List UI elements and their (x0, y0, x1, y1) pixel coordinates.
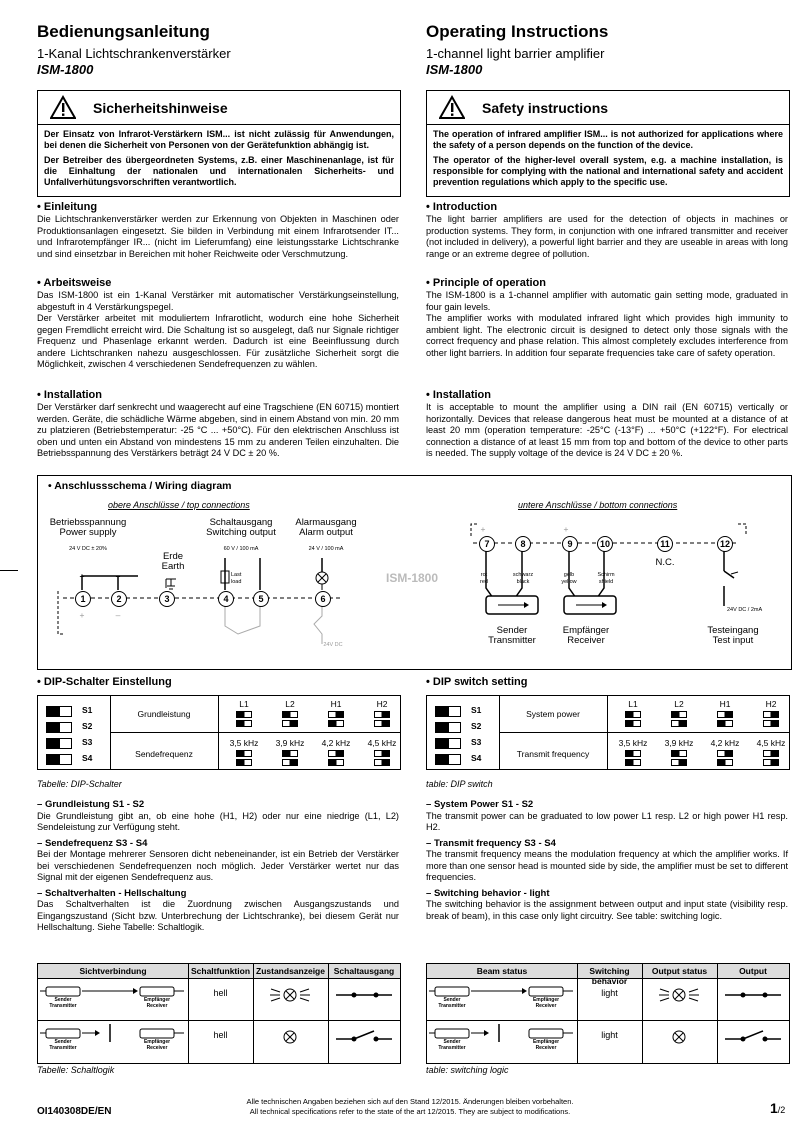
safety-p1-en: The operation of infrared amplifier ISM... is not authorized for applications where the safety of a person depends on the function of the device. (433, 129, 783, 150)
logic-header-cell: Zustandsanzeige (256, 966, 325, 976)
logic-function-value: light (601, 1030, 618, 1040)
dip-switch-icon (46, 722, 72, 733)
logic-header-cell: Switching behavior (589, 966, 630, 986)
wiring-diagram (37, 475, 792, 670)
logic-receiver-label: Empfänger (143, 1039, 171, 1045)
sender-de: Sender (496, 625, 528, 636)
nc-label: N.C. (655, 557, 675, 568)
behavior-title-en: – Switching behavior - light (426, 888, 788, 900)
wire-gelb: gelb (563, 572, 575, 578)
minus-sign: – (115, 571, 121, 581)
plus-sign-bottom: + (79, 610, 85, 620)
safety-title-de: Sicherheitshinweise (93, 100, 228, 116)
dip-table-de (37, 695, 401, 770)
logic-sender-label-en: Transmitter (49, 1045, 77, 1051)
dip-col-freq: 4,5 kHz (367, 738, 397, 748)
wire-red (474, 572, 494, 585)
wire-shield-en: shield (598, 578, 614, 585)
dip-setting-icon (282, 750, 298, 757)
sender-label (482, 626, 542, 646)
dip-col-gain: H1 (330, 699, 342, 709)
intro-title-en: • Introduction (426, 201, 788, 214)
terminal-12: 12 (717, 536, 733, 552)
dip-setting-icon (328, 759, 344, 766)
dip-setting-icon (763, 750, 779, 757)
logic-receiver-label-en: Receiver (535, 1045, 557, 1051)
logic-function-value: hell (213, 988, 228, 998)
logic-header-cell: Output status (651, 966, 708, 976)
safety-p2-en: The operator of the higher-level overall system, e.g. a machine installation, is responsible for complying with the national and international safety and accident prevention regulations which apply to the specific use. (433, 155, 783, 187)
test-en: Test input (712, 635, 754, 646)
logic-function-value: light (601, 988, 618, 998)
logic-header-cell: Schaltfunktion (190, 966, 251, 976)
bottom-connections-caption: untere Anschlüsse / bottom connections (518, 500, 678, 510)
dip-col-gain: L1 (628, 699, 638, 709)
wire-shield (592, 572, 620, 585)
test-de: Testeingang (707, 625, 759, 636)
principle-title-de: • Arbeitsweise (37, 277, 399, 290)
earth-label-en: Earth (161, 561, 185, 572)
dip-switch-label: S1 (82, 705, 93, 715)
principle-p2-de: Der Verstärker arbeitet mit moduliertem Infrarotlicht, wodurch eine hohe Sicherheit gegen Fremdlicht erreicht wird. Die Schaltung ist so ausgelegt, daß nur Signale richtiger Frequenz und Phasenlage erkannt werden. Dadurch ist eine Beeinflussung durch andere Lichtschranken nahezu ausgeschlossen. Für zusätzliche Sicherheit sorgt die Möglichkeit, zwischen 4 verschiedenen Sendefrequenzen zu wählen. (37, 313, 399, 369)
header-en (426, 22, 788, 77)
logic-sender-label: Sender (54, 997, 72, 1003)
dip-setting-icon (625, 711, 641, 718)
dip-setting-icon (625, 759, 641, 766)
dip-setting-icon (717, 750, 733, 757)
divider (427, 1020, 789, 1021)
logic-header-cell: Sichtverbindung (79, 966, 147, 976)
freq-text-en: The transmit frequency means the modulation frequency at which the amplifier works. If more than one sensor head is mounted side by side, the amplifier must be set to different frequencies. (426, 849, 788, 882)
lamp-off-icon (253, 1025, 328, 1049)
alarm-label-de: Alarmausgang (295, 517, 357, 528)
gain-title-en: – System Power S1 - S2 (426, 799, 788, 811)
test-spec: 24V DC / 2mA (727, 607, 763, 613)
dip-switch-icon (46, 706, 72, 717)
dip-setting-icon (374, 750, 390, 757)
installation-en (426, 389, 788, 460)
divider (188, 964, 189, 1063)
switch-label-de: Schaltausgang (209, 517, 273, 528)
dip-switch-label: S2 (82, 721, 93, 731)
terminal-6: 6 (315, 591, 331, 607)
dip-setting-icon (236, 750, 252, 757)
wire-black (508, 572, 538, 585)
logic-function-value: hell (213, 1030, 228, 1040)
test-label (698, 626, 768, 646)
installation-title-de: • Installation (37, 389, 399, 402)
dip-setting-icon (374, 711, 390, 718)
minus-sign-bottom: – (115, 610, 121, 620)
terminal-8: 8 (515, 536, 531, 552)
gain-text-de: Die Grundleistung gibt an, ob eine hohe (H1, H2) oder nur eine niedrige (L1, L2) Sendeleistung zur Verfügung steht. (37, 810, 399, 832)
installation-title-en: • Installation (426, 389, 788, 402)
page-number (770, 1100, 785, 1116)
receiver-label (551, 626, 621, 646)
receiver-en: Receiver (567, 635, 605, 646)
wire-yellow (558, 572, 580, 585)
logic-receiver-label: Empfänger (532, 997, 560, 1003)
model-en: ISM-1800 (426, 62, 483, 77)
device-brand: ISM-1800 (386, 571, 439, 585)
gain-title-de: – Grundleistung S1 - S2 (37, 799, 399, 811)
divider (499, 732, 789, 733)
power-label-en: Power supply (59, 527, 117, 538)
switch-closed-icon (717, 983, 789, 1007)
dip-col-freq: 4,5 kHz (756, 738, 786, 748)
logic-sender-label: Sender (54, 1039, 72, 1045)
title-de: Bedienungsanleitung (37, 22, 210, 41)
power-label (43, 518, 133, 538)
dip-setting-icon (282, 759, 298, 766)
lamp-on-icon (253, 983, 328, 1007)
terminal-2: 2 (111, 591, 127, 607)
dip-setting-icon (671, 750, 687, 757)
lamp-on-icon (642, 983, 717, 1007)
switch-spec: 60 V / 100 mA (223, 546, 259, 552)
behavior-text-en: The switching behavior is the assignment between output and input state (visibility resp. break of beam), in this case only light circuitry. See table: switching logic. (426, 899, 788, 921)
dip-switch-icon (435, 738, 461, 749)
dip-col-gain: L2 (674, 699, 684, 709)
dip-setting-icon (671, 759, 687, 766)
dip-setting-icon (625, 720, 641, 727)
dip-table-en (426, 695, 790, 770)
dip-setting-icon (328, 720, 344, 727)
dip-col-gain: L1 (239, 699, 249, 709)
title-en: Operating Instructions (426, 22, 609, 41)
header-de (37, 22, 399, 77)
dip-setting-icon (374, 720, 390, 727)
safety-p1-de: Der Einsatz von Infrarot-Verstärkern ISM... ist nicht zulässig für Anwendungen, bei denen die Sicherheit von Personen von der Gerätefunktion abhängig ist. (44, 129, 394, 150)
dip-caption-en: table: DIP switch (426, 779, 493, 789)
intro-de (37, 201, 399, 260)
wire-rot: rot (480, 572, 488, 578)
load-label: Last load (231, 572, 242, 585)
dip-switch-icon (46, 738, 72, 749)
terminal-5: 5 (253, 591, 269, 607)
terminal-4: 4 (218, 591, 234, 607)
receiver-de: Empfänger (562, 625, 610, 636)
dip-setting-icon (236, 759, 252, 766)
dip-switch-label: S4 (471, 753, 482, 763)
logic-sender-label: Sender (443, 997, 461, 1003)
earth-label (148, 552, 198, 572)
principle-de (37, 277, 399, 371)
wire-schirm: Schirm (597, 572, 615, 578)
dip-setting-icon (717, 711, 733, 718)
earth-label-de: Erde (162, 551, 184, 562)
installation-de (37, 389, 399, 460)
lamp-off-icon (642, 1025, 717, 1049)
logic-sender-label-en: Transmitter (438, 1045, 466, 1051)
terminal-1: 1 (75, 591, 91, 607)
dip-col-gain: L2 (285, 699, 295, 709)
logic-receiver-label: Empfänger (532, 1039, 560, 1045)
dip-col-gain: H2 (765, 699, 777, 709)
v24-label: 24V DC (323, 642, 343, 648)
dip-col-gain: H2 (376, 699, 388, 709)
dip-col-freq: 4,2 kHz (321, 738, 351, 748)
gain-text-en: The transmit power can be graduated to low power L1 resp. L2 or high power H1 resp. H2. (426, 810, 788, 832)
page-total: /2 (777, 1105, 786, 1115)
footer-note-en: All technical specifications refer to the state of the art 12/2015. They are subject to modifications. (249, 1107, 571, 1116)
dip-setting-icon (328, 711, 344, 718)
terminal-3: 3 (159, 591, 175, 607)
dip-setting-icon (328, 750, 344, 757)
dip-setting-icon (625, 750, 641, 757)
power-spec: 24 V DC ± 20% (69, 546, 107, 552)
principle-title-en: • Principle of operation (426, 277, 788, 290)
alarm-label-en: Alarm output (299, 527, 353, 538)
dip-setting-icon (671, 711, 687, 718)
switch-label (196, 518, 286, 538)
divider (577, 964, 578, 1063)
logic-header-cell: Output (739, 966, 767, 976)
logic-sender-label-en: Transmitter (49, 1003, 77, 1009)
logic-sender-label: Sender (443, 1039, 461, 1045)
dip-col-freq: 4,2 kHz (710, 738, 740, 748)
dip-col-freq: 3,9 kHz (275, 738, 305, 748)
dip-caption-de: Tabelle: DIP-Schalter (37, 779, 122, 789)
terminal-7: 7 (479, 536, 495, 552)
safety-box-de (37, 90, 401, 197)
dip-setting-icon (717, 759, 733, 766)
dip-switch-label: S3 (471, 737, 482, 747)
plus-9: + (563, 524, 569, 534)
dip-row-freq: Transmit frequency (516, 749, 590, 759)
dip-switch-label: S4 (82, 753, 93, 763)
subtitle-en: 1-channel light barrier amplifier (426, 46, 605, 61)
freq-title-de: – Sendefrequenz S3 - S4 (37, 838, 399, 850)
dip-title-de: • DIP-Schalter Einstellung (37, 676, 172, 688)
principle-p2-en: The amplifier works with modulated infrared light which provides high immunity to ambient light. The electronic circuit is designed to detect only those signals with the correct frequency and phase relation. This almost completely excludes interference from other light barriers. In addition four separate frequencies take care of safety operation. (426, 313, 788, 358)
dip-setting-icon (282, 720, 298, 727)
freq-text-de: Bei der Montage mehrerer Sensoren dicht nebeneinander, ist ein Betrieb der Verstärker bei verschiedenen Sendefrequenzen noch möglich. Jeder Verstärker wertet nur das Signal mit der eigenen Sendefrequenz aus. (37, 849, 399, 882)
dip-col-freq: 3,5 kHz (229, 738, 259, 748)
dip-col-freq: 3,9 kHz (664, 738, 694, 748)
dip-setting-icon (763, 711, 779, 718)
freq-title-en: – Transmit frequency S3 - S4 (426, 838, 788, 850)
switch-open-icon (328, 1025, 400, 1049)
logic-caption-en: table: switching logic (426, 1065, 509, 1075)
installation-text-en: It is acceptable to mount the amplifier using a DIN rail (EN 60715) vertically or horizontally. Devices that release dangerous heat must be mounted at a distance of at least 20 mm (operation temperature: -25°C (-13°F) ... +50°C (+122°F). For electrical connection a distance of at least 15 mm from top and bottom of the device to other parts is needed. The supply voltage of the device is 24 V DC ± 20 %. (426, 402, 788, 458)
dip-row-freq: Sendefrequenz (135, 749, 193, 759)
intro-title-de: • Einleitung (37, 201, 399, 214)
principle-p1-de: Das ISM-1800 ist ein 1-Kanal Verstärker mit automatischer Verstärkungseinstellung, abgestuft in 4 Verstärkungspegel. (37, 290, 399, 312)
wire-red-en: red (480, 578, 488, 585)
subtitle-de: 1-Kanal Lichtschrankenverstärker (37, 46, 231, 61)
model-de: ISM-1800 (37, 62, 94, 77)
logic-receiver-label-en: Receiver (146, 1003, 168, 1009)
switch-label-en: Switching output (206, 527, 276, 538)
safety-box-en (426, 90, 790, 197)
switch-open-icon (717, 1025, 789, 1049)
page-current: 1 (770, 1100, 778, 1116)
terminal-9: 9 (562, 536, 578, 552)
margin-tick (0, 570, 18, 571)
dip-switch-icon (435, 754, 461, 765)
logic-receiver-label-en: Receiver (535, 1003, 557, 1009)
footer-note-de: Alle technischen Angaben beziehen sich auf den Stand 12/2015. Änderungen bleiben vorbehalten. (246, 1097, 574, 1106)
footer-note (190, 1097, 630, 1117)
dip-col-freq: 3,5 kHz (618, 738, 648, 748)
divider (110, 732, 400, 733)
wire-schwarz: schwarz (512, 572, 534, 578)
logic-table-de (37, 963, 401, 1064)
logic-table-en (426, 963, 790, 1064)
dip-switch-icon (435, 722, 461, 733)
sender-en: Transmitter (488, 635, 536, 646)
terminal-10: 10 (597, 536, 613, 552)
dip-setting-icon (717, 720, 733, 727)
dip-setting-icon (282, 711, 298, 718)
document-code: OI140308DE/EN (37, 1106, 112, 1117)
principle-en (426, 277, 788, 359)
dip-setting-icon (763, 720, 779, 727)
dip-switch-icon (46, 754, 72, 765)
alarm-spec: 24 V / 100 mA (308, 546, 344, 552)
plus-sign: + (79, 571, 85, 581)
dip-row-gain: System power (526, 709, 580, 719)
intro-en (426, 201, 788, 260)
behavior-text-de: Das Schaltverhalten ist die Zuordnung zwischen Ausgangszustands und Eingangszustand (Sicht bzw. Unterbrechung der Lichtschranke), bei diesem Gerät nur Hellschaltung. Siehe Tabelle: Schaltlogik. (37, 899, 399, 932)
dip-col-gain: H1 (719, 699, 731, 709)
dip-title-en: • DIP switch setting (426, 676, 527, 688)
logic-header-cell: Schaltausgang (333, 966, 395, 976)
switch-closed-icon (328, 983, 400, 1007)
dip-switch-label: S2 (471, 721, 482, 731)
intro-text-de: Die Lichtschrankenverstärker werden zur Erkennung von Objekten in Maschinen oder Produktionsanlagen eingesetzt. Sie bilden in Verbindung mit einem Infrarotsender IT... und Infrarotempfänger IR... (nicht im Lieferumfang) eine leistungsstarke Lichtschranke und sind einsetzbar in Bereichen mit hoher Reichweite oder Verschmutzung. (37, 214, 399, 259)
dip-switch-label: S1 (471, 705, 482, 715)
logic-caption-de: Tabelle: Schaltlogik (37, 1065, 115, 1075)
wire-black-en: black (516, 578, 530, 585)
logic-receiver-label: Empfänger (143, 997, 171, 1003)
dip-switch-label: S3 (82, 737, 93, 747)
top-connections-caption: obere Anschlüsse / top connections (108, 500, 250, 510)
dip-text-de (37, 799, 399, 938)
wire-yellow-en: yellow (561, 578, 577, 585)
safety-p2-de: Der Betreiber des übergeordneten Systems, z.B. einer Maschinenanlage, ist für die Einhaltung der nationalen und internationalen Sicherheits- und Unfallverhütungsvorschriften verantwortlich. (44, 155, 394, 187)
dip-setting-icon (236, 720, 252, 727)
safety-title-en: Safety instructions (482, 100, 609, 116)
warning-icon (439, 95, 465, 119)
dip-text-en (426, 799, 788, 926)
wiring-title: • Anschlussschema / Wiring diagram (48, 480, 232, 492)
terminal-11: 11 (657, 536, 673, 552)
dip-setting-icon (763, 759, 779, 766)
principle-p1-en: The ISM-1800 is a 1-channel amplifier with automatic gain setting mode, graduated in four gain levels. (426, 290, 788, 312)
plus-7: + (480, 524, 486, 534)
logic-header-cell: Beam status (476, 966, 528, 976)
behavior-title-de: – Schaltverhalten - Hellschaltung (37, 888, 399, 900)
dip-switch-icon (435, 706, 461, 717)
dip-row-gain: Grundleistung (137, 709, 191, 719)
installation-text-de: Der Verstärker darf senkrecht und waagerecht auf eine Tragschiene (EN 60715) montiert werden. Geräte, die schädliche Wärme abgeben, sind in einem Abstand von min. 20 mm zu platzieren (Betriebstemperatur: -25 °C ... +50°C). Für den elektrischen Anschluss ist oben und unten ein Abstand von mindestens 15 mm zu anderen Teilen einzuhalten. Die Betriebsspannung des Verstärkers beträgt 24 V DC ± 20 %. (37, 402, 399, 458)
divider (38, 1020, 400, 1021)
dip-setting-icon (671, 720, 687, 727)
logic-receiver-label-en: Receiver (146, 1045, 168, 1051)
alarm-label (286, 518, 366, 538)
dip-setting-icon (374, 759, 390, 766)
power-label-de: Betriebsspannung (49, 517, 127, 528)
intro-text-en: The light barrier amplifiers are used for the detection of objects in machines or production systems. They form, in conjunction with one infrared transmitter and receiver (not included in delivery), a powerful light barrier and they are useable in areas with long range or an extreme degree of pollution. (426, 214, 788, 259)
warning-icon (50, 95, 76, 119)
logic-sender-label-en: Transmitter (438, 1003, 466, 1009)
dip-setting-icon (236, 711, 252, 718)
